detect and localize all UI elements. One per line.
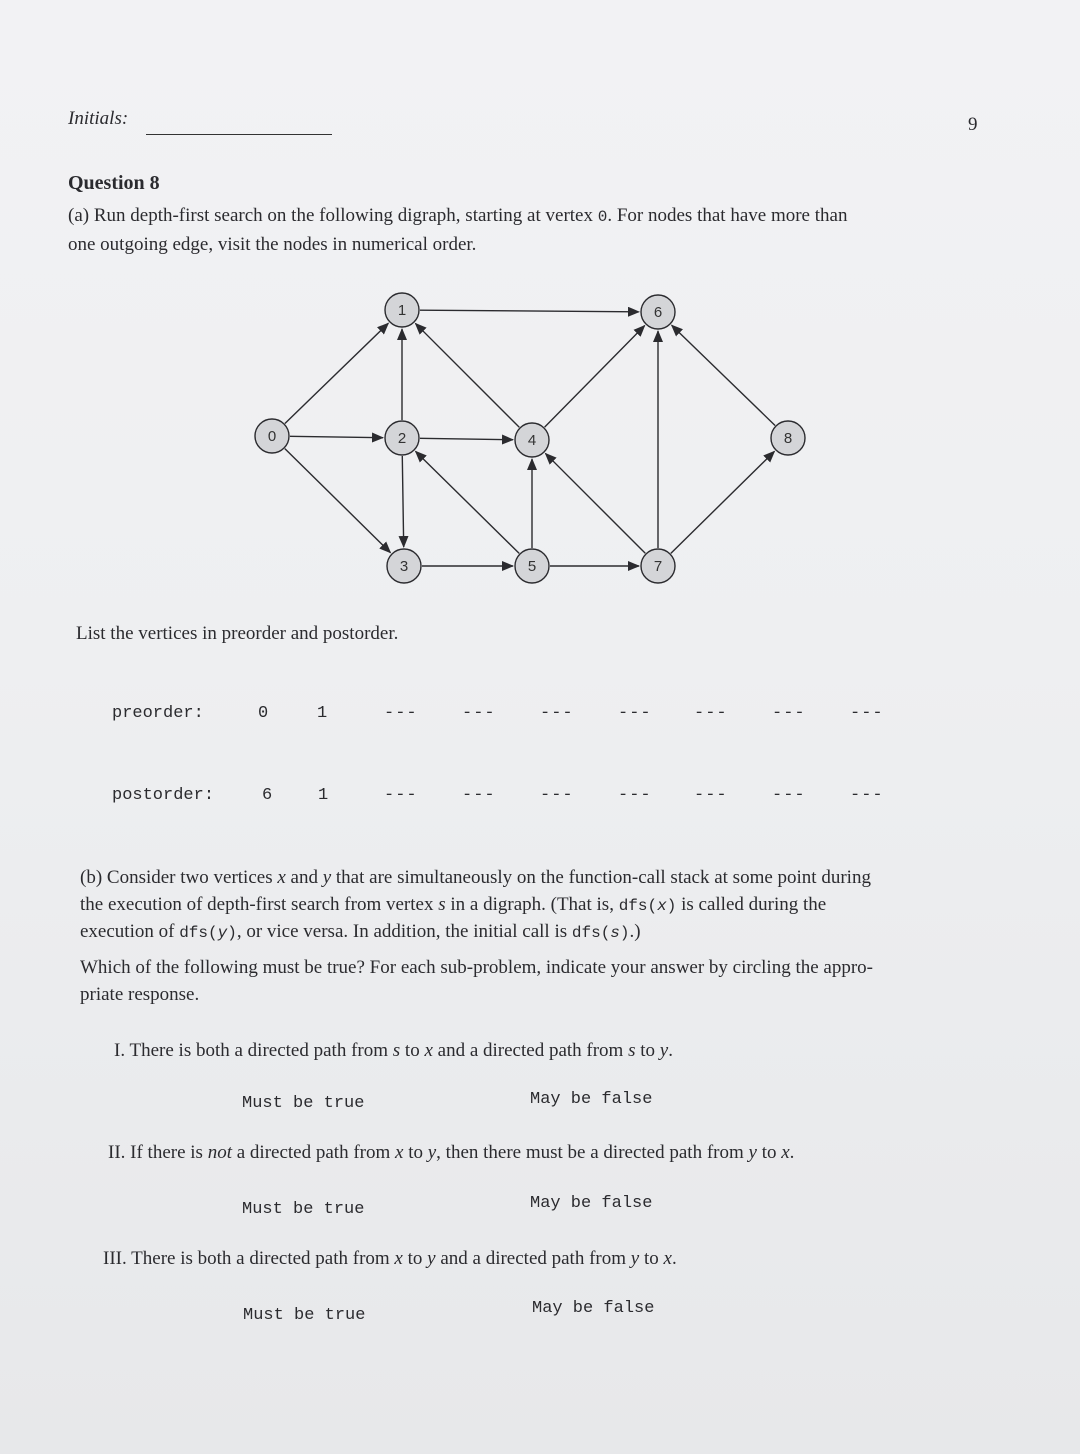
edge-2-to-3 [402, 456, 403, 547]
preorder-value: 0 [258, 704, 269, 723]
postorder-blank[interactable]: --- [772, 786, 806, 805]
postorder-blank[interactable]: --- [618, 786, 652, 805]
postorder-value: 6 [262, 786, 273, 805]
part-b-para1-line2 [80, 891, 826, 920]
part-b-text: that are simultaneously on the function-call stack at some point during [335, 867, 871, 888]
var-x: x [663, 1248, 672, 1269]
var-s: s [610, 924, 620, 942]
item-text: There is both a directed path from [131, 1248, 390, 1269]
var-s: s [438, 894, 446, 915]
var-x: x [395, 1142, 404, 1163]
item-text: . [668, 1040, 673, 1061]
node-layer [255, 293, 805, 583]
preorder-blank[interactable]: --- [772, 704, 806, 723]
item-text: . [789, 1142, 795, 1163]
vertex-label: 3 [399, 558, 409, 575]
code-dfs-s: dfs(s) [571, 924, 630, 942]
item-text: to [640, 1040, 656, 1061]
part-b-text: execution of [80, 921, 175, 942]
var-y: y [659, 1040, 669, 1061]
vertex-label: 1 [397, 302, 407, 319]
var-y: y [748, 1142, 757, 1163]
vertex-3 [387, 549, 421, 583]
edge-1-to-6 [420, 310, 639, 312]
item-numeral: II. [108, 1142, 126, 1163]
part-b-para2-line1: Which of the following must be true? For each sub-problem, indicate your answer by circling the appro- [80, 957, 874, 978]
part-b-text: (b) Consider two vertices [80, 867, 273, 888]
item-1 [114, 1040, 673, 1062]
list-prompt: List the vertices in preorder and postorder. [76, 623, 399, 644]
var-s: s [628, 1040, 636, 1061]
vertex-1 [385, 293, 419, 327]
code-dfs: dfs [571, 924, 601, 942]
preorder-blank[interactable]: --- [850, 704, 884, 723]
item-text: to [408, 1142, 423, 1163]
var-s: s [392, 1040, 401, 1061]
vertex-label: 0 [267, 428, 277, 445]
item-1-may-be-false[interactable]: May be false [530, 1090, 653, 1109]
edge-7-to-8 [671, 451, 775, 553]
item-text: There is both a directed path from [129, 1040, 389, 1061]
item-3-may-be-false[interactable]: May be false [532, 1299, 655, 1318]
item-text: and a directed path from [440, 1248, 627, 1269]
edge-8-to-6 [672, 325, 775, 425]
vertex-7 [641, 549, 675, 583]
var-x: x [781, 1142, 790, 1163]
var-x: x [277, 867, 286, 888]
item-emphasis: not [207, 1142, 232, 1163]
part-a-intro-before: (a) Run depth-first search on the following digraph, starting at vertex [68, 205, 593, 226]
edge-4-to-1 [415, 323, 519, 427]
part-b-text: , or vice versa. In addition, the initial call is [236, 921, 568, 942]
item-text: . [671, 1248, 677, 1269]
vertex-label: 2 [397, 430, 407, 447]
var-y: y [322, 867, 332, 888]
preorder-value: 1 [317, 704, 328, 723]
preorder-blank[interactable]: --- [462, 704, 496, 723]
item-text: to [407, 1248, 423, 1269]
var-y: y [217, 924, 228, 942]
initials-label: Initials: [68, 108, 129, 129]
postorder-row [112, 786, 1012, 810]
vertex-label: 8 [783, 430, 793, 447]
vertex-label: 5 [527, 558, 537, 575]
item-3 [103, 1248, 677, 1270]
postorder-blank[interactable]: --- [850, 786, 884, 805]
postorder-label: postorder: [112, 786, 215, 805]
part-b-text: .) [629, 921, 641, 942]
item-1-must-be-true[interactable]: Must be true [242, 1094, 365, 1113]
postorder-value: 1 [318, 786, 329, 805]
part-b-para2-line2: priate response. [80, 984, 200, 1005]
vertex-label: 4 [527, 432, 537, 449]
item-3-must-be-true[interactable]: Must be true [243, 1306, 366, 1325]
preorder-row [112, 704, 1012, 728]
item-text: and a directed path from [437, 1040, 624, 1061]
var-y: y [630, 1248, 640, 1269]
edge-0-to-3 [285, 449, 391, 553]
item-2-may-be-false[interactable]: May be false [530, 1194, 653, 1213]
preorder-label: preorder: [112, 704, 204, 723]
item-text: to [761, 1142, 777, 1163]
part-a-intro-after: . For nodes that have more than [607, 205, 848, 226]
var-y: y [427, 1248, 436, 1269]
item-numeral: III. [103, 1248, 127, 1269]
item-2 [108, 1142, 794, 1164]
part-a-intro-line2: one outgoing edge, visit the nodes in numerical order. [68, 234, 477, 255]
edge-7-to-4 [545, 453, 645, 553]
preorder-blank[interactable]: --- [540, 704, 574, 723]
vertex-0 [255, 419, 289, 453]
vertex-label: 6 [653, 304, 663, 321]
code-dfs-y: dfs(y) [179, 924, 237, 942]
item-2-must-be-true[interactable]: Must be true [242, 1200, 365, 1219]
item-text: to [643, 1248, 659, 1269]
vertex-label: 7 [653, 558, 663, 575]
item-text: to [404, 1040, 420, 1061]
preorder-blank[interactable]: --- [384, 704, 418, 723]
edge-0-to-2 [290, 436, 383, 437]
preorder-blank[interactable]: --- [618, 704, 652, 723]
page-number: 9 [968, 114, 978, 135]
code-dfs-x: dfs(x) [618, 897, 677, 915]
part-b-text: the execution of depth-first search from vertex [80, 894, 434, 915]
digraph-figure [0, 0, 1080, 620]
code-dfs: dfs [618, 897, 648, 915]
part-b-text: and [290, 867, 318, 888]
edge-5-to-2 [416, 451, 520, 553]
item-text: , then there must be a directed path from [436, 1142, 744, 1163]
start-vertex: 0 [597, 208, 608, 226]
edge-4-to-6 [545, 326, 645, 428]
item-numeral: I. [114, 1040, 126, 1061]
vertex-4 [515, 423, 549, 457]
postorder-blank[interactable]: --- [462, 786, 496, 805]
var-x: x [424, 1040, 433, 1061]
var-y: y [427, 1142, 437, 1163]
part-b-para1-line3 [80, 918, 641, 947]
var-x: x [657, 897, 667, 915]
item-text: a directed path from [236, 1142, 391, 1163]
code-dfs: dfs [179, 924, 208, 942]
edge-0-to-1 [285, 323, 388, 423]
vertex-6 [641, 295, 675, 329]
postorder-blank[interactable]: --- [540, 786, 574, 805]
vertex-8 [771, 421, 805, 455]
part-b-text: is called during the [681, 894, 827, 915]
postorder-blank[interactable]: --- [384, 786, 418, 805]
var-x: x [394, 1248, 403, 1269]
part-b-text: in a digraph. (That is, [450, 894, 614, 915]
item-text: If there is [130, 1142, 203, 1163]
edge-2-to-4 [420, 438, 513, 439]
postorder-blank[interactable]: --- [694, 786, 728, 805]
question-title: Question 8 [68, 172, 160, 194]
vertex-2 [385, 421, 419, 455]
part-b-para1-line1 [80, 864, 871, 891]
preorder-blank[interactable]: --- [694, 704, 728, 723]
vertex-5 [515, 549, 549, 583]
